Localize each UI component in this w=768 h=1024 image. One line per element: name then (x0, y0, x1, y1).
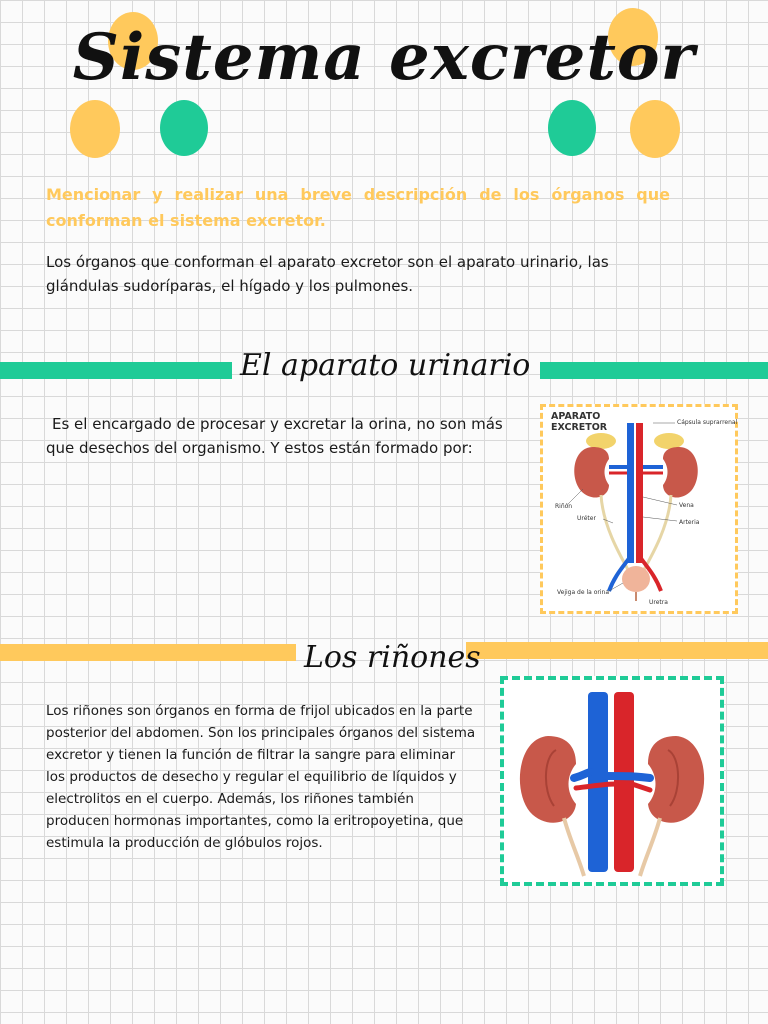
section-heading-kidneys: Los riñones (304, 640, 481, 675)
section-band-right (466, 642, 768, 659)
urinary-text: Es el encargado de procesar y excretar la orina, no son más que desechos del organismo. Y estos están formado por: (46, 415, 503, 457)
decor-dot-green (548, 100, 596, 156)
kidneys-image-frame (500, 676, 724, 886)
diagram-label-vena: Vena (679, 502, 694, 509)
decor-dot-yellow (630, 100, 680, 158)
kidneys-text: Los riñones son órganos en forma de frijol ubicados en la parte posterior del abdomen. Son los principales órganos del sistema excretor y tienen la función de filtrar la sangre para eliminar los productos de desecho y regular el equilibrio de líquidos y electrolitos en el cuerpo. Además, los riñones también producen hormonas importantes, como la eritropoyetina, que estimula la producción de glóbulos rojos. (46, 703, 476, 851)
diagram-label-uretra: Uretra (649, 599, 668, 606)
urinary-diagram-frame (540, 404, 738, 614)
diagram-label-capsula: Cápsula suprarrenal (677, 419, 738, 426)
diagram-label-vejiga: Vejiga de la orina (557, 589, 609, 596)
section-band-left (0, 362, 232, 379)
decor-dot-green (160, 100, 208, 156)
diagram-label-arteria: Arteria (679, 519, 700, 526)
section-band-left (0, 644, 296, 661)
diagram-title: APARATO EXCRETOR (551, 411, 608, 433)
intro-answer: Los órganos que conforman el aparato excretor son el aparato urinario, las glándulas sudoríparas, el hígado y los pulmones. (46, 253, 609, 295)
page-title: Sistema excretor (72, 20, 696, 95)
section-band-right (540, 362, 768, 379)
section-heading-urinary: El aparato urinario (240, 348, 531, 383)
kidneys-illustration (504, 680, 720, 882)
diagram-label-ureter: Uréter (577, 515, 596, 522)
decor-dot-yellow (70, 100, 120, 158)
diagram-label-rinon: Riñón (555, 503, 573, 510)
question-text: Mencionar y realizar una breve descripción de los órganos que conforman el sistema excretor. (46, 185, 670, 230)
